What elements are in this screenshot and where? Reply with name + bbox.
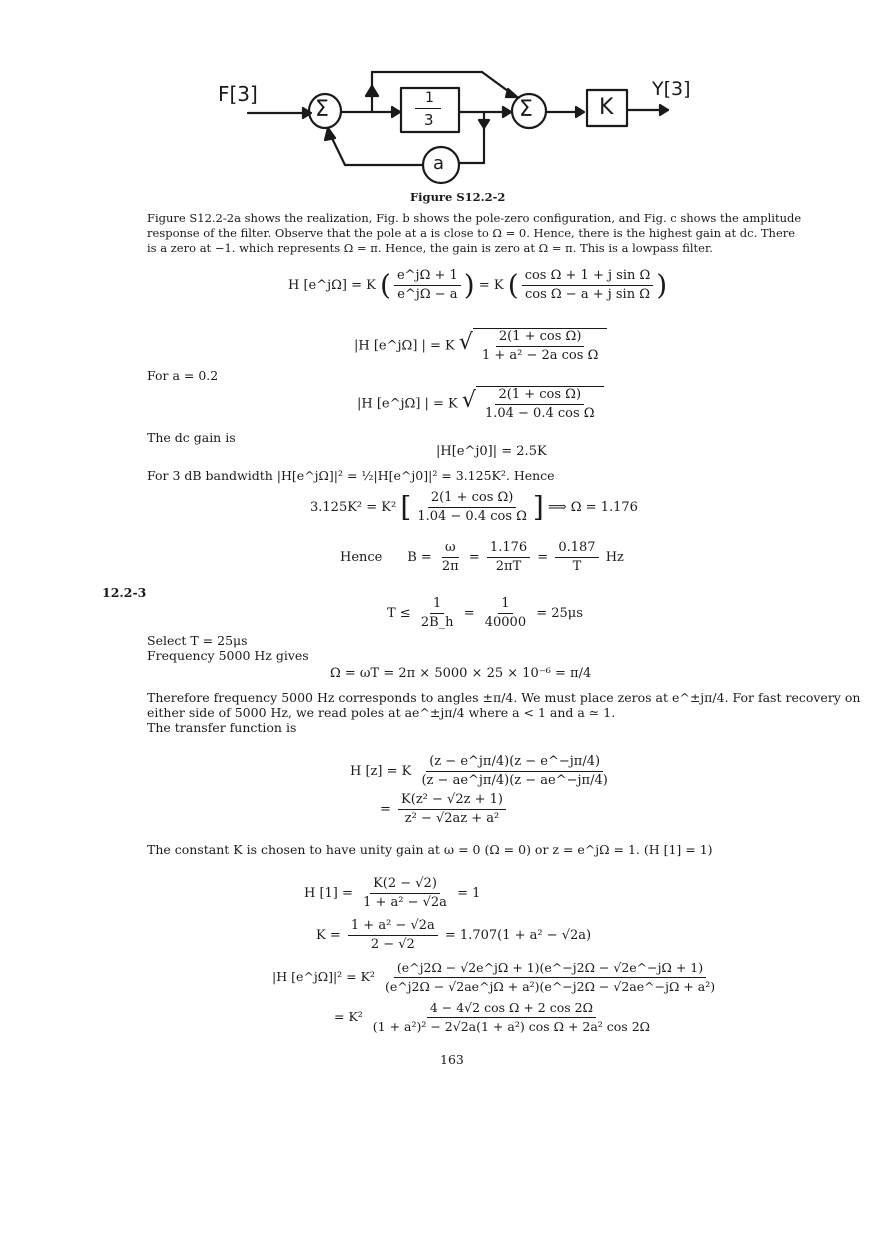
select-t-line: Select T = 25μs <box>147 633 248 648</box>
equation-2: |H [e^jΩ] | = K √ $\frac{\text{2(1 + cos Ω)}}{\text{1 + a² − 2a cos Ω}}$ <box>354 328 607 364</box>
equation-3: |H [e^jΩ] | = K √ $\frac{\text{2(1 + cos Ω)}}{\text{1.04 − 0.4 cos Ω}}$ <box>357 386 604 422</box>
sum2-label: Σ <box>519 97 533 122</box>
gain-k-label: K <box>599 95 614 120</box>
equation-6: Hence B = $\frac{\omega}{2\pi}$ = $\frac{1.176}{2\pi T}$ = $\frac{0.187}{T}$ Hz <box>340 540 624 574</box>
dc-gain-label: The dc gain is <box>147 430 236 445</box>
para1-line1: Figure S12.2-2a shows the realization, Fig. b shows the pole-zero configuration, and Fig. c shows the amplitude <box>147 211 802 225</box>
para2-line1: Therefore frequency 5000 Hz corresponds to angles ±π/4. We must place zeros at e^±jπ/4. For fast recovery on <box>147 690 861 705</box>
delay-denominator: 3 <box>424 111 434 129</box>
para1-line2: response of the filter. Observe that the pole at a is close to Ω = 0. Hence, there is the highest gain at dc. There <box>147 226 796 240</box>
delay-numerator: 1 <box>425 90 434 106</box>
input-label: F[3] <box>218 82 258 106</box>
sum1-label: Σ <box>315 97 329 122</box>
equation-1: H [e^jΩ] = K ( $\frac{e\^{}j\Omega + 1}{e\^{}j\Omega - a}$ ) = K ( $\frac{\text{cos Ω + 1 + j sin Ω}}{\text{cos Ω − a + j sin Ω}}$ ) <box>288 268 668 302</box>
equation-8: Ω = ωT = 2π × 5000 × 25 × 10⁻⁶ = π/4 <box>330 666 592 681</box>
output-label: Y[3] <box>652 78 691 100</box>
equation-11: K = $\frac{\text{1 + a² − √2a}}{2 - √2}$ = 1.707(1 + a² − √2a) <box>316 918 592 952</box>
bandwidth-line: For 3 dB bandwidth |H[e^jΩ]|² = ½|H[e^j0]|² = 3.125K². Hence <box>147 468 555 483</box>
equation-4: |H[e^j0]| = 2.5K <box>436 444 547 459</box>
para1-line3: is a zero at −1. which represents Ω = π. Hence, the gain is zero at Ω = π. This is a lowpass filter. <box>147 241 713 255</box>
equation-13: = K² $\frac{\text{4 − 4√2 cos Ω + 2 cos 2Ω}}{\text{(1 + a²)² − 2√2a(1 + a²) cos Ω + 2a² cos 2Ω}}$ <box>334 1000 651 1034</box>
equation-5: 3.125K² = K² [ $\frac{\text{2(1 + cos Ω)}}{\text{1.04 − 0.4 cos Ω}}$ ] ⟹ Ω = 1.176 <box>310 490 638 524</box>
figure-caption: Figure S12.2-2 <box>410 190 506 204</box>
para2-line2: either side of 5000 Hz, we read poles at ae^±jπ/4 where a < 1 and a ≃ 1. <box>147 705 616 720</box>
gain-a-label: a <box>433 153 445 174</box>
equation-9a: H [z] = K $\frac{(z - e\^{}j\pi/4)(z - e\^{}-j\pi/4)}{(z - ae\^{}j\pi/4)(z - ae\^{}-j\pi/4)}$ <box>350 754 608 788</box>
equation-9b: = $\frac{\text{K(z² − √2z + 1)}}{\text{z² − √2az + a²}}$ <box>380 792 509 827</box>
equation-10: H [1] = $\frac{K(2 - √2)}{\text{1 + a² − √2a}}$ = 1 <box>304 876 481 910</box>
for-a-line: For a = 0.2 <box>147 368 219 383</box>
equation-12: |H [e^jΩ]|² = K² $\frac{(e\^{}j2\Omega - √2e\^{}j\Omega + 1)(e\^{}-j2\Omega - √2e\^{}-j\Omega + 1)}{\text{(e\textasciicircum{}j2Ω − √2ae\textasciicircum{}jΩ + a²)(e\textasciicircum{}−j2Ω − √2ae\textasciicircum{}−jΩ + a²)}}$ <box>272 960 716 994</box>
para2-line3: The transfer function is <box>147 720 297 735</box>
equation-7: T ≤ $\frac{1}{2B\_h}$ = $\frac{1}{40000}$ = 25μs <box>387 596 583 630</box>
unity-gain-line: The constant K is chosen to have unity gain at ω = 0 (Ω = 0) or z = e^jΩ = 1. (H [1] = 1) <box>147 842 713 857</box>
frequency-gives-line: Frequency 5000 Hz gives <box>147 648 309 663</box>
page-number: 163 <box>440 1052 464 1067</box>
section-number: 12.2-3 <box>102 585 147 600</box>
delay-fraction-bar <box>415 108 441 109</box>
